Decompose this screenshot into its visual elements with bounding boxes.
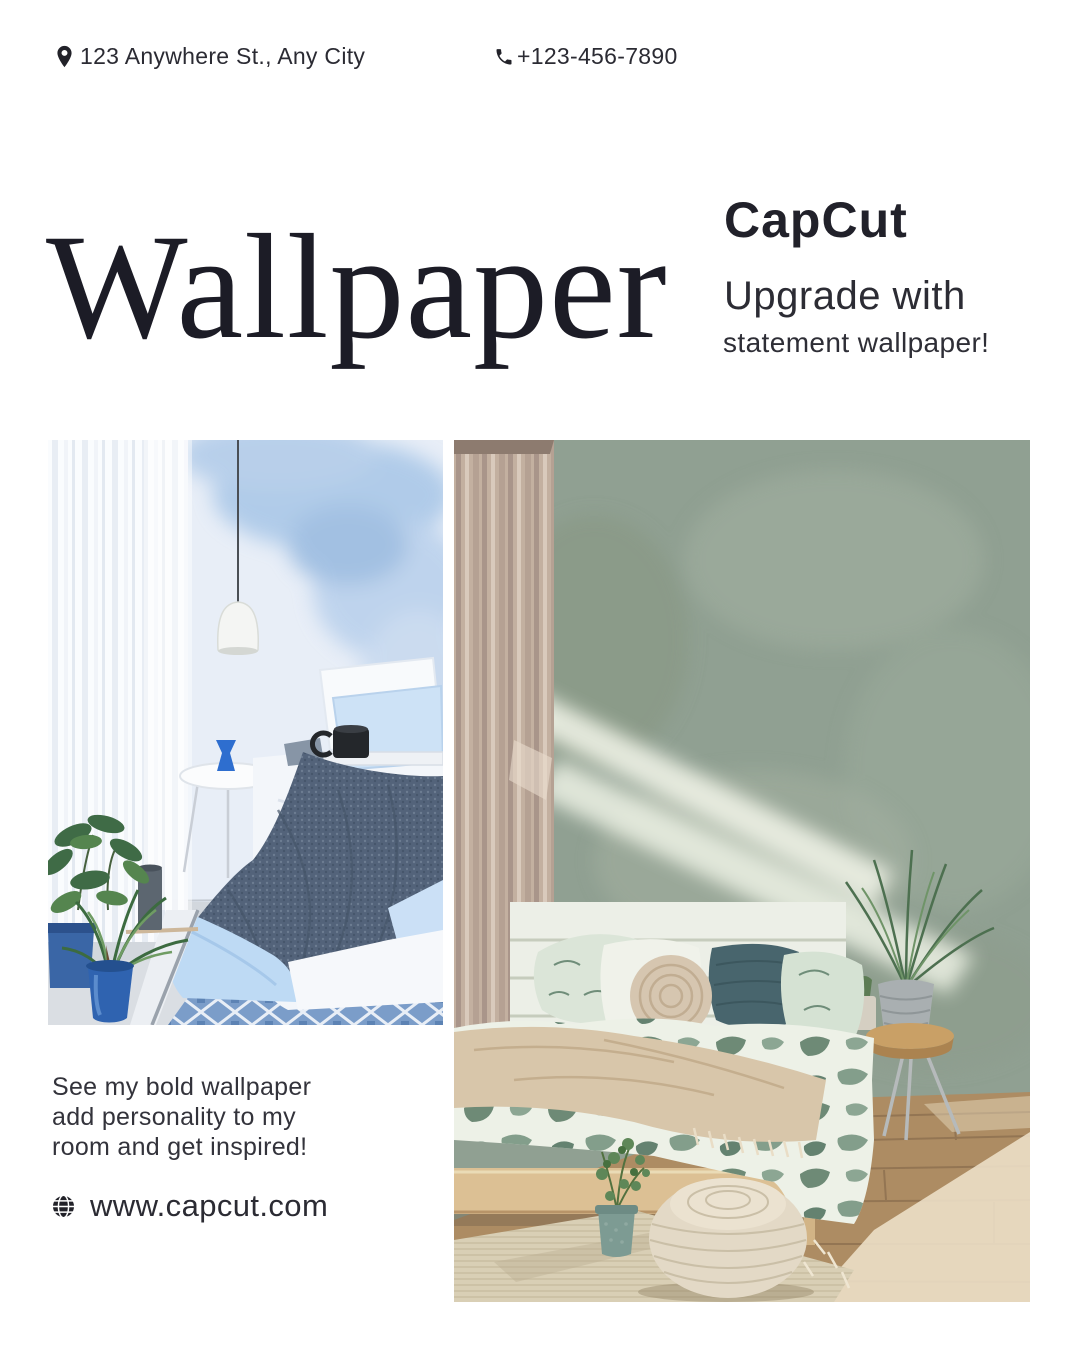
website-text: www.capcut.com xyxy=(90,1188,329,1223)
contact-phone xyxy=(494,43,678,70)
phone-text: +123-456-7890 xyxy=(517,43,678,69)
description-line: See my bold wallpaper xyxy=(52,1073,312,1101)
left-bedroom-photo xyxy=(48,440,443,1025)
phone-icon xyxy=(494,47,514,67)
brand-name: CapCut xyxy=(724,192,908,248)
globe-icon xyxy=(50,1193,77,1220)
tagline-line-2: statement wallpaper! xyxy=(723,327,990,358)
contact-address xyxy=(56,43,365,70)
page-title: Wallpaper xyxy=(46,204,668,370)
description-line: add personality to my xyxy=(52,1103,296,1131)
website-row xyxy=(50,1188,328,1224)
location-pin-icon xyxy=(56,45,73,68)
address-text: 123 Anywhere St., Any City xyxy=(80,43,366,69)
description-text xyxy=(52,1072,311,1162)
tagline-line-1: Upgrade with xyxy=(724,274,966,318)
right-bedroom-photo xyxy=(454,440,1030,1302)
description-line: room and get inspired! xyxy=(52,1133,308,1161)
